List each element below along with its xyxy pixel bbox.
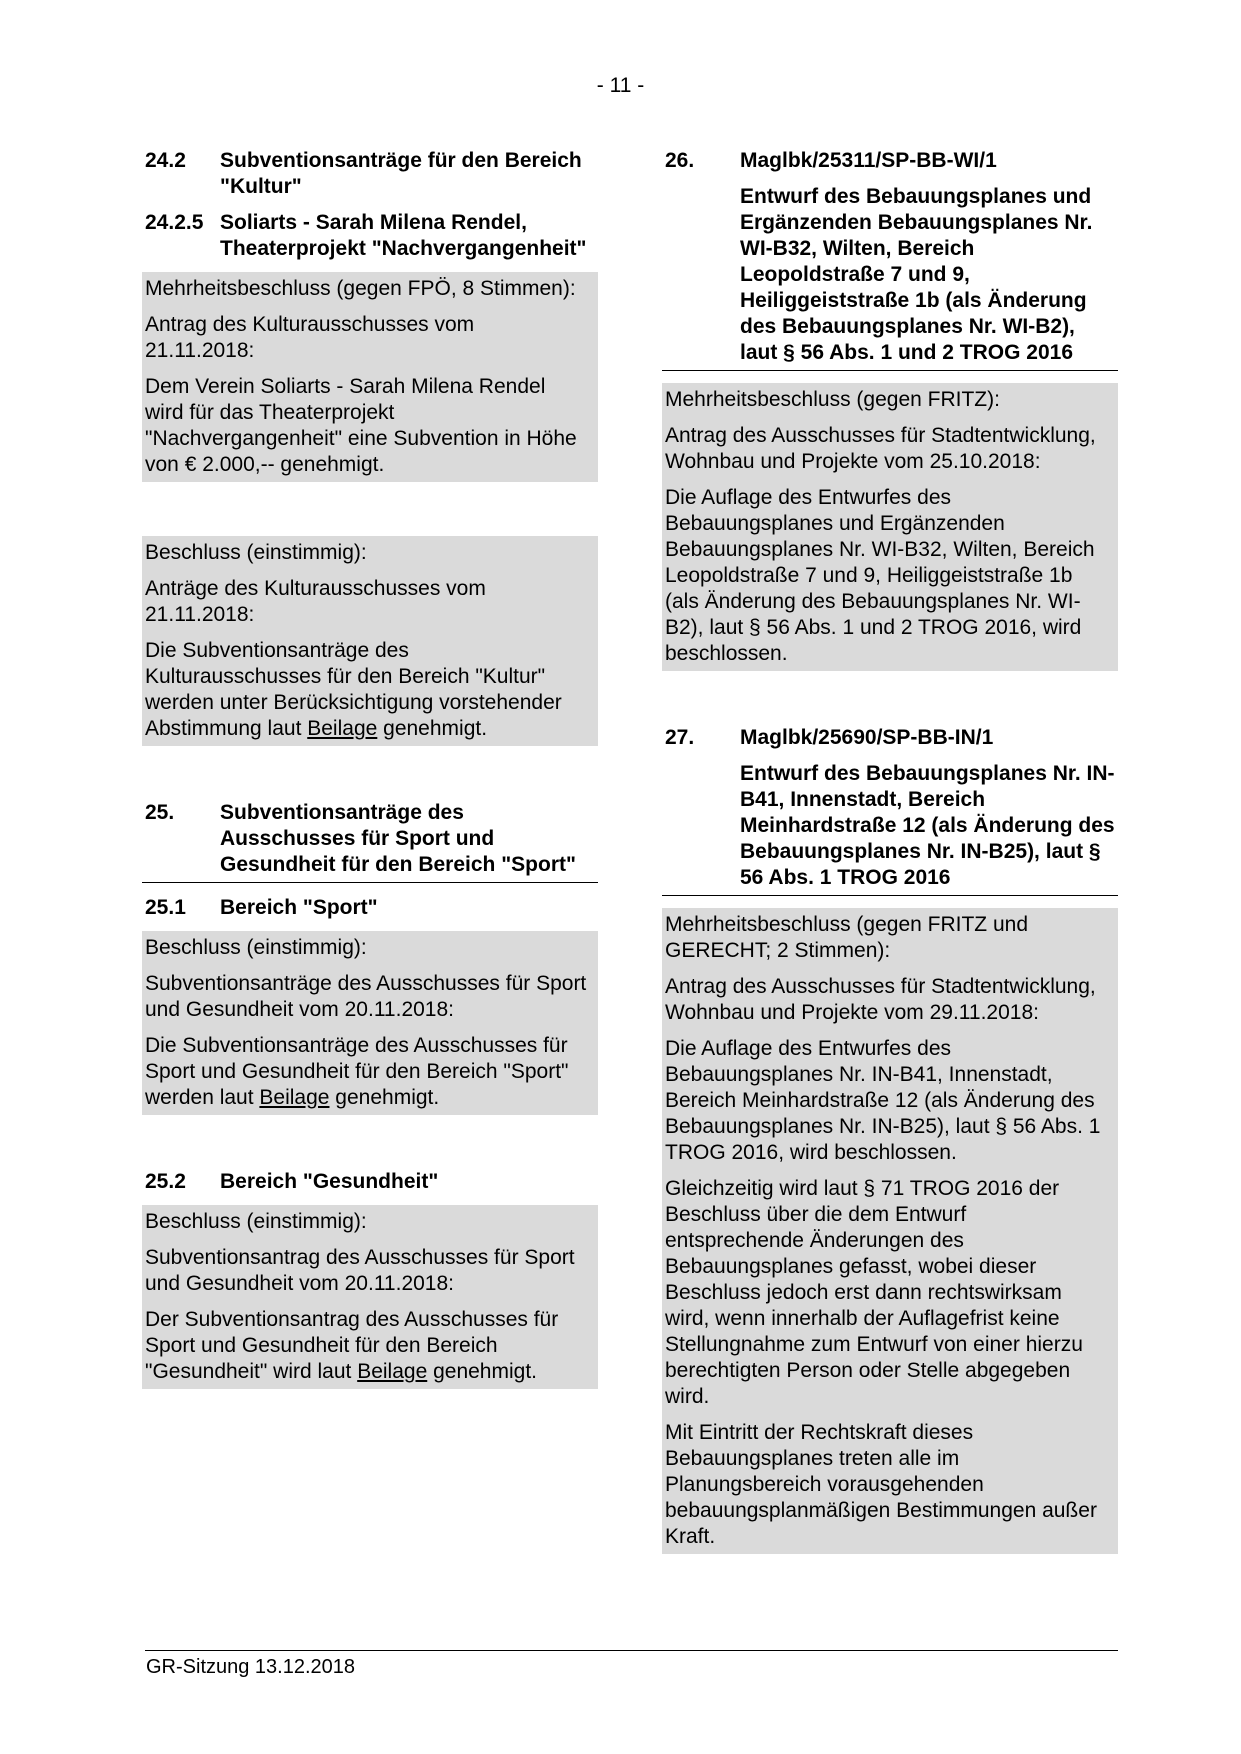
resolution-type: Beschluss (einstimmig): — [145, 541, 367, 564]
resolution-text: Die Subventionsanträge des Kulturausschusses für den Bereich "Kultur" werden unter Berücksichtigung vorstehender Abstimmung laut Beilage genehmigt. — [145, 639, 562, 740]
motion-text: Antrag des Ausschusses für Stadtentwicklung, Wohnbau und Projekte vom 29.11.2018: — [665, 975, 1096, 1024]
resolution-text: Der Subventionsantrag des Ausschusses für Sport und Gesundheit für den Bereich "Gesundheit" wird laut Beilage genehmigt. — [145, 1308, 559, 1383]
resolution-type: Mehrheitsbeschluss (gegen FRITZ und GERECHT; 2 Stimmen): — [665, 913, 1028, 962]
section-number: 24.2.5 — [145, 211, 204, 234]
section-24-2-heading — [145, 148, 598, 200]
left-column — [145, 148, 598, 1389]
resolution-text: Mit Eintritt der Rechtskraft dieses Bebauungsplanes treten alle im Planungsbereich vorausgehenden bebauungsplanmäßigen Bestimmungen außer Kraft. — [665, 1421, 1097, 1548]
section-title: Subventionsanträge für den Bereich "Kultur" — [220, 149, 582, 198]
resolution-box-27 — [662, 908, 1118, 1554]
resolution-text: Gleichzeitig wird laut § 71 TROG 2016 der Beschluss über die dem Entwurf entsprechende Änderungen des Bebauungsplanes gefasst, wobei dieser Beschluss jedoch erst dann rechtswirksam wird, wenn innerhalb der Auflagefrist keine Stellungnahme zum Entwurf von einer hierzu berechtigten Person oder Stelle abgegeben wird. — [665, 1177, 1083, 1408]
motion-text: Subventionsantrag des Ausschusses für Sport und Gesundheit vom 20.11.2018: — [145, 1246, 575, 1295]
section-25-1-heading — [145, 895, 598, 921]
resolution-box-25-1 — [142, 931, 598, 1115]
section-number: 25.1 — [145, 896, 186, 919]
section-24-2-5-heading — [145, 210, 598, 262]
resolution-box-25-2 — [142, 1205, 598, 1389]
resolution-type: Mehrheitsbeschluss (gegen FRITZ): — [665, 388, 1000, 411]
page-number: - 11 - — [596, 74, 645, 97]
motion-text: Anträge des Kulturausschusses vom 21.11.2018: — [145, 577, 486, 626]
footer-divider — [145, 1650, 1118, 1651]
section-title: Subventionsanträge des Ausschusses für Sport und Gesundheit für den Bereich "Sport" — [220, 801, 576, 876]
section-25-heading — [142, 800, 598, 883]
resolution-text: Die Auflage des Entwurfes des Bebauungsplanes und Ergänzenden Bebauungsplanes Nr. WI-B32, Wilten, Bereich Leopoldstraße 7 und 9, Heiliggeiststraße 1b (als Änderung des Bebauungsplanes Nr. WI-B2), laut § 56 Abs. 1 und 2 TROG 2016, wird beschlossen. — [665, 486, 1095, 665]
beilage-link[interactable]: Beilage — [307, 717, 378, 740]
section-title: Maglbk/25690/SP-BB-IN/1 — [740, 726, 994, 749]
beilage-link[interactable]: Beilage — [357, 1360, 428, 1383]
section-subtitle: Entwurf des Bebauungsplanes und Ergänzenden Bebauungsplanes Nr. WI-B32, Wilten, Bereich Leopoldstraße 7 und 9, Heiliggeiststraße 1b (als Änderung des Bebauungsplanes Nr. WI-B2), laut § 56 Abs. 1 und 2 TROG 2016 — [740, 185, 1093, 364]
section-number: 25.2 — [145, 1170, 186, 1193]
resolution-box-26 — [662, 383, 1118, 671]
resolution-type: Beschluss (einstimmig): — [145, 1210, 367, 1233]
beilage-link[interactable]: Beilage — [259, 1086, 330, 1109]
resolution-type: Beschluss (einstimmig): — [145, 936, 367, 959]
section-number: 24.2 — [145, 149, 186, 172]
section-title: Bereich "Sport" — [220, 896, 378, 919]
section-title: Maglbk/25311/SP-BB-WI/1 — [740, 149, 997, 172]
section-subtitle: Entwurf des Bebauungsplanes Nr. IN-B41, Innenstadt, Bereich Meinhardstraße 12 (als Änderung des Bebauungsplanes Nr. IN-B25), laut § 56 Abs. 1 TROG 2016 — [740, 762, 1115, 889]
section-number: 26. — [665, 149, 695, 172]
section-27-heading — [662, 725, 1118, 896]
section-number: 25. — [145, 801, 175, 824]
resolution-text: Die Subventionsanträge des Ausschusses für Sport und Gesundheit für den Bereich "Sport" werden laut Beilage genehmigt. — [145, 1034, 569, 1109]
section-title: Soliarts - Sarah Milena Rendel, Theaterprojekt "Nachvergangenheit" — [220, 211, 587, 260]
motion-text: Antrag des Kulturausschusses vom 21.11.2018: — [145, 313, 475, 362]
section-26-heading — [662, 148, 1118, 371]
motion-text: Subventionsanträge des Ausschusses für Sport und Gesundheit vom 20.11.2018: — [145, 972, 587, 1021]
resolution-box-24-2-total — [142, 536, 598, 746]
resolution-text: Dem Verein Soliarts - Sarah Milena Rendel wird für das Theaterprojekt "Nachvergangenheit" eine Subvention in Höhe von € 2.000,-- genehmigt. — [145, 375, 577, 476]
section-25-2-heading — [145, 1169, 598, 1195]
footer-text: GR-Sitzung 13.12.2018 — [146, 1656, 356, 1678]
right-column — [665, 148, 1118, 1554]
resolution-box-24-2-5 — [142, 272, 598, 482]
resolution-text: Die Auflage des Entwurfes des Bebauungsplanes Nr. IN-B41, Innenstadt, Bereich Meinhardstraße 12 (als Änderung des Bebauungsplanes Nr. IN-B25), laut § 56 Abs. 1 TROG 2016, wird beschlossen. — [665, 1037, 1101, 1164]
section-title: Bereich "Gesundheit" — [220, 1170, 439, 1193]
resolution-type: Mehrheitsbeschluss (gegen FPÖ, 8 Stimmen): — [145, 277, 576, 300]
motion-text: Antrag des Ausschusses für Stadtentwicklung, Wohnbau und Projekte vom 25.10.2018: — [665, 424, 1096, 473]
section-number: 27. — [665, 726, 695, 749]
